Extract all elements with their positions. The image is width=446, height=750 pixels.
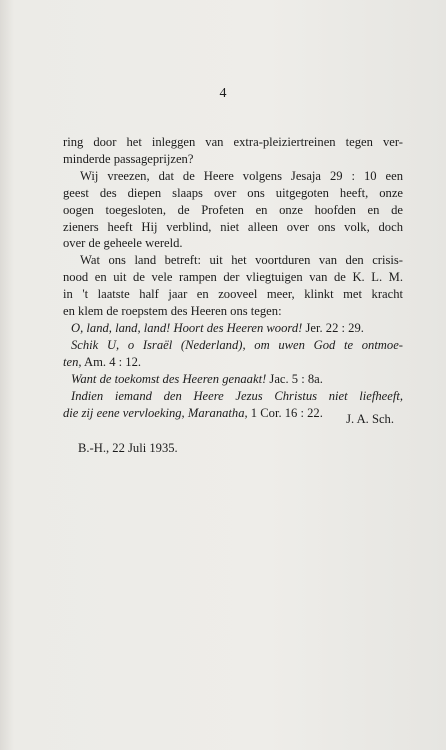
text-line — [63, 320, 403, 337]
bible-reference: Jer. 22 : 29. — [302, 320, 364, 335]
text-line — [63, 371, 403, 388]
bible-reference: 1 Cor. 16 : 22. — [247, 405, 323, 420]
text-line: Wij vreezen, dat de Heere volgens Jesaja 29 : 10 een — [80, 168, 403, 183]
author-signature: J. A. Sch. — [346, 412, 394, 426]
quote-text: Schik U, o Israël (Nederland), om uwen God te ontmoe- — [71, 337, 403, 352]
paragraph-land — [63, 252, 403, 320]
text-line: nood en uit de vele rampen der vliegtuigen van de K. L. M. — [63, 270, 403, 285]
quote-text: die zij eene vervloeking, Maranatha, — [63, 405, 248, 420]
page-number: 4 — [219, 86, 227, 101]
text-line: en klem de roepstem des Heeren ons tegen: — [63, 304, 282, 319]
text-line: zieners heeft Hij verblind, niet alleen over ons volk, doch — [63, 219, 403, 234]
place-date: B.-H., 22 Juli 1935. — [78, 441, 178, 455]
text-line: Wat ons land betreft: uit het voortduren van den crisis- — [80, 253, 403, 268]
quote-text: ten, — [63, 354, 82, 369]
quote-amos — [63, 337, 403, 371]
bible-reference: Am. 4 : 12. — [81, 354, 142, 369]
bible-reference: Jac. 5 : 8a. — [266, 371, 323, 386]
paragraph-continuation — [63, 134, 403, 168]
text-line: oogen toegesloten, de Profeten en onze hoofden en de — [63, 202, 403, 217]
quote-text: Indien iemand den Heere Jezus Christus niet liefheeft, — [71, 388, 403, 403]
text-line: in 't laatste half jaar en zooveel meer, klinkt met kracht — [63, 287, 403, 302]
text-line — [63, 337, 403, 354]
text-line — [63, 354, 403, 371]
quote-james — [63, 371, 403, 388]
text-line: geest des diepen slaaps over ons uitgegoten heeft, onze — [63, 185, 403, 200]
quote-text: O, land, land, land! Hoort des Heeren woord! — [71, 320, 303, 335]
text-line: ring door het inleggen van extra-pleiziertreinen tegen ver- — [63, 135, 403, 149]
quote-jeremiah — [63, 320, 403, 337]
quote-text: Want de toekomst des Heeren genaakt! — [71, 371, 267, 386]
text-line: minderde passageprijzen? — [63, 151, 194, 166]
text-line — [63, 388, 403, 405]
body-text — [63, 134, 403, 421]
paragraph-isaiah — [63, 168, 403, 253]
text-line: over de geheele wereld. — [63, 236, 183, 251]
